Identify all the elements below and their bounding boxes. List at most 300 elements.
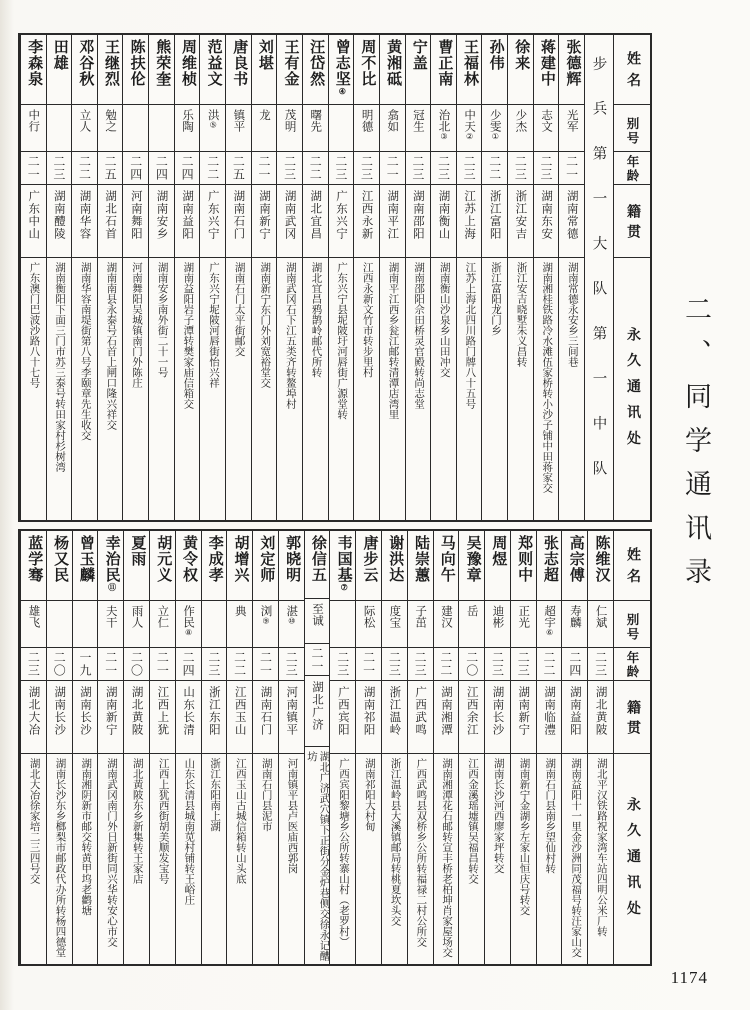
- person-age: 二三: [436, 155, 451, 181]
- person-address-cell: [72, 258, 97, 520]
- header-origin-label: 籍贯: [625, 700, 640, 741]
- person-column: [484, 531, 510, 964]
- person-age: 二三: [51, 155, 66, 181]
- person-column: [226, 531, 252, 964]
- person-alias: 志文: [540, 109, 553, 132]
- person-address-cell: [559, 258, 584, 520]
- person-age-cell: [150, 648, 175, 681]
- person-name: 黄令权: [180, 535, 197, 583]
- person-address: 湖南安乡南外街二十一号: [156, 262, 168, 378]
- person-column: [355, 531, 381, 964]
- header-age-cell: [614, 648, 650, 681]
- person-origin-cell: [537, 681, 562, 754]
- person-alias: 典: [233, 605, 246, 617]
- person-alias: 湛⑩: [285, 605, 298, 626]
- person-alias: 中天②: [463, 109, 476, 141]
- person-address: 江西上犹西街胡美顺发宝号: [157, 758, 169, 884]
- person-alias-cell: [124, 601, 149, 648]
- person-column: [20, 531, 46, 964]
- header-age-label: 年龄: [625, 651, 639, 679]
- person-address-cell: [253, 754, 278, 964]
- person-alias-cell: [354, 105, 379, 152]
- person-age-cell: [330, 648, 355, 681]
- person-alias-cell: [588, 601, 613, 648]
- person-alias: 岳: [465, 605, 478, 617]
- person-address: 湖南常德永安乡三间巷: [566, 262, 578, 367]
- person-alias: 洪⑤: [206, 109, 219, 130]
- person-name-cell: [149, 35, 174, 105]
- person-address-cell: [511, 754, 536, 964]
- person-name: 范益文: [205, 39, 222, 87]
- header-alias-cell: [614, 601, 650, 648]
- person-alias: 光军: [565, 109, 578, 132]
- person-name-cell: [21, 531, 46, 601]
- person-column: [381, 531, 407, 964]
- person-address: 湖南新宁东门外刘宽裕堂交: [259, 262, 271, 388]
- person-name-cell: [279, 531, 304, 601]
- person-column: [328, 35, 354, 520]
- person-name-cell: [562, 531, 587, 601]
- person-address: 河南镇平县卢医庙西郭岗: [286, 758, 298, 874]
- person-name-cell: [124, 531, 149, 601]
- person-address: 广西武鸣县双桥乡公所转福禄二村公所交: [415, 758, 427, 947]
- person-name-cell: [511, 531, 536, 601]
- person-alias-cell: [200, 105, 225, 152]
- person-alias-cell: [537, 601, 562, 648]
- person-age-cell: [588, 648, 613, 681]
- directory-table-bottom: [18, 529, 652, 966]
- person-alias-cell: [559, 105, 584, 152]
- person-address: 湖南石门县南乡望仙村转: [544, 758, 556, 874]
- person-name-cell: [202, 531, 227, 601]
- person-address: 湖南湘阴新市邮交转黄甲坞老鹳塘: [80, 758, 92, 916]
- person-age-cell: [227, 648, 252, 681]
- spine-section-title: 二、同学通讯录: [681, 295, 711, 602]
- person-origin: 河南镇平: [285, 686, 298, 736]
- person-name: 周煜: [490, 535, 507, 567]
- person-name: 吴豫章: [464, 535, 481, 583]
- person-name: 陆崇蕙: [413, 535, 430, 583]
- person-column: [148, 35, 174, 520]
- person-alias-cell: [98, 105, 123, 152]
- person-address-cell: [459, 754, 484, 964]
- page-number: 1174: [670, 968, 708, 987]
- person-origin-cell: [380, 185, 405, 258]
- person-alias-cell: [457, 105, 482, 152]
- person-column: [536, 531, 562, 964]
- person-alias: 少雯①: [488, 109, 501, 141]
- person-age: 二三: [333, 155, 348, 181]
- person-age-cell: [21, 648, 46, 681]
- person-age: 二三: [410, 155, 425, 181]
- person-address-cell: [508, 258, 533, 520]
- person-address: 湖北平汉铁路祝家湾车站四明公米厂转: [595, 758, 607, 937]
- header-address-label: 永久通讯处: [625, 797, 640, 927]
- person-column: [405, 35, 431, 520]
- person-age: 二二: [308, 155, 323, 181]
- person-origin-cell: [176, 681, 201, 754]
- unit-label-column: [584, 35, 613, 520]
- person-name: 熊荣奎: [154, 39, 171, 87]
- person-origin: 广西武鸣: [414, 686, 427, 736]
- person-address: 湖北广济武穴镇下正街分金炉巷侧交徐永记醩坊: [306, 751, 330, 961]
- person-origin: 江苏上海: [463, 190, 476, 240]
- person-alias-cell: [406, 105, 431, 152]
- person-address: 湖南益阳岩子潭转樊家庙信箱交: [182, 262, 194, 409]
- person-alias-cell: [408, 601, 433, 648]
- person-age: 二二: [205, 155, 220, 181]
- person-column: [587, 531, 613, 964]
- person-age: 二四: [567, 651, 582, 677]
- person-address-cell: [226, 258, 251, 520]
- person-origin: 广西宾阳: [336, 686, 349, 736]
- person-age-cell: [73, 648, 98, 681]
- person-address: 江苏上海北四川路门牌八十五号: [464, 262, 476, 409]
- person-origin-cell: [47, 681, 72, 754]
- person-column: [149, 531, 175, 964]
- person-alias-cell: [508, 105, 533, 152]
- person-age-cell: [72, 152, 97, 185]
- person-age: 二〇: [129, 651, 144, 677]
- person-origin: 湖南湘潭: [439, 686, 452, 736]
- person-origin: 湖北石首: [104, 190, 117, 240]
- person-alias-cell: [534, 105, 559, 152]
- person-alias-cell: [434, 601, 459, 648]
- person-age-cell: [508, 152, 533, 185]
- person-age-cell: [175, 152, 200, 185]
- person-name: 曾玉麟: [77, 535, 94, 583]
- person-name: 王福林: [461, 39, 478, 87]
- person-alias: 镇平: [232, 109, 245, 132]
- person-name: 张志超: [541, 535, 558, 583]
- person-alias-cell: [330, 601, 355, 648]
- person-name: 曹正南: [436, 39, 453, 87]
- person-name: 王继烈: [103, 39, 120, 87]
- person-column: [252, 531, 278, 964]
- header-address-cell: [614, 258, 650, 520]
- person-alias-cell: [459, 601, 484, 648]
- person-name: 曾志坚④: [333, 39, 350, 96]
- person-address: 湖南新宁金湖乡左家山恒庆号转交: [518, 758, 530, 916]
- person-alias-cell: [21, 601, 46, 648]
- person-name-cell: [47, 35, 72, 105]
- header-name-label: 姓名: [625, 546, 640, 591]
- person-origin: 浙江安吉: [514, 190, 527, 240]
- header-alias-cell: [614, 105, 650, 152]
- person-alias: 雄飞: [27, 605, 40, 628]
- person-origin-cell: [408, 681, 433, 754]
- person-age: 二二: [487, 155, 502, 181]
- person-column: [199, 35, 225, 520]
- person-origin-cell: [277, 185, 302, 258]
- person-alias: 翕如: [386, 109, 399, 132]
- person-age: 二四: [128, 155, 143, 181]
- person-address-cell: [534, 258, 559, 520]
- person-name-cell: [226, 35, 251, 105]
- person-age-cell: [47, 648, 72, 681]
- person-name: 夏雨: [129, 535, 146, 567]
- person-alias: 子茁: [414, 605, 427, 628]
- person-alias: 仁斌: [594, 605, 607, 628]
- person-alias: 龙: [258, 109, 271, 121]
- person-origin: 湖南东安: [540, 190, 553, 240]
- person-alias: 立人: [78, 109, 91, 132]
- person-alias-cell: [356, 601, 381, 648]
- person-column: [97, 35, 123, 520]
- person-address: 广西宾阳黎塘乡公所转寨山村（老罗村）: [338, 758, 350, 947]
- person-alias-cell: [73, 601, 98, 648]
- person-name: 周不比: [359, 39, 376, 87]
- person-alias-cell: [176, 601, 201, 648]
- person-age: 二二: [542, 651, 557, 677]
- person-origin: 湖南石门: [232, 190, 245, 240]
- person-alias: 正光: [517, 605, 530, 628]
- person-origin: 湖南平江: [386, 190, 399, 240]
- person-column: [379, 35, 405, 520]
- person-column: [46, 35, 72, 520]
- person-alias: 立仁: [156, 605, 169, 628]
- person-name-cell: [176, 531, 201, 601]
- person-name-cell: [305, 531, 330, 599]
- person-alias-cell: [123, 105, 148, 152]
- person-address-cell: [354, 258, 379, 520]
- person-name: 黄湘砥: [385, 39, 402, 87]
- person-age-cell: [382, 648, 407, 681]
- person-origin: 江西上犹: [156, 686, 169, 736]
- person-alias-cell: [150, 601, 175, 648]
- person-alias-cell: [329, 105, 354, 152]
- person-name-cell: [98, 531, 123, 601]
- person-address-cell: [124, 754, 149, 964]
- person-name-cell: [150, 531, 175, 601]
- person-alias: 寿麟: [568, 605, 581, 628]
- person-alias: 勉之: [104, 109, 117, 132]
- person-alias-cell: [47, 601, 72, 648]
- person-column: [122, 35, 148, 520]
- person-age: 二一: [155, 651, 170, 677]
- person-name-cell: [72, 35, 97, 105]
- person-name-cell: [508, 35, 533, 105]
- person-address-cell: [330, 754, 355, 964]
- person-address: 湖南祁阳大村甸: [363, 758, 375, 832]
- person-alias: 夫干: [104, 605, 117, 628]
- person-origin: 湖南益阳: [568, 686, 581, 736]
- person-age: 二三: [26, 651, 41, 677]
- person-name-cell: [330, 531, 355, 601]
- person-age: 二一: [361, 651, 376, 677]
- person-age: 二四: [181, 651, 196, 677]
- unit-label: 步兵第一大队第一中队: [590, 55, 607, 506]
- person-address-cell: [227, 754, 252, 964]
- person-age-cell: [537, 648, 562, 681]
- header-address-label: 永久通讯处: [625, 327, 640, 457]
- person-address: 湖南湘潭花石邮转宣丰桥老柏坤肖家屋场交: [441, 758, 453, 958]
- person-age: 二三: [539, 155, 554, 181]
- person-address-cell: [305, 747, 330, 964]
- person-address-cell: [434, 754, 459, 964]
- person-address-cell: [176, 754, 201, 964]
- person-age: 一九: [77, 651, 92, 677]
- person-name: 李成孝: [206, 535, 223, 583]
- person-column: [558, 35, 584, 520]
- person-age-cell: [303, 152, 328, 185]
- person-name-cell: [559, 35, 584, 105]
- person-age: 二一: [310, 646, 325, 673]
- person-age: 二一: [26, 155, 41, 181]
- person-age: 二三: [282, 155, 297, 181]
- person-column: [72, 531, 98, 964]
- person-age: 二一: [256, 155, 271, 181]
- header-alias-label: 别号: [625, 612, 639, 642]
- person-address-cell: [21, 754, 46, 964]
- person-origin: 湖北黄陂: [130, 686, 143, 736]
- person-alias-cell: [72, 105, 97, 152]
- person-column: [123, 531, 149, 964]
- person-origin-cell: [124, 681, 149, 754]
- person-name: 韦国基⑦: [335, 535, 352, 592]
- person-column: [433, 531, 459, 964]
- person-name-cell: [253, 531, 278, 601]
- person-age: 二五: [231, 155, 246, 181]
- person-name-cell: [21, 35, 46, 105]
- person-alias-cell: [226, 105, 251, 152]
- person-name: 刘堪: [256, 39, 273, 71]
- person-origin-cell: [508, 185, 533, 258]
- person-origin: 湖南长沙: [79, 686, 92, 736]
- person-alias: 际松: [362, 605, 375, 628]
- person-age-cell: [434, 648, 459, 681]
- person-column: [353, 35, 379, 520]
- person-column: [20, 35, 46, 520]
- person-origin-cell: [202, 681, 227, 754]
- person-age-cell: [200, 152, 225, 185]
- person-name: 郑则中: [516, 535, 533, 583]
- person-age-cell: [123, 152, 148, 185]
- person-address-cell: [149, 258, 174, 520]
- person-alias: 超宇⑥: [543, 605, 556, 637]
- person-name-cell: [73, 531, 98, 601]
- person-age: 二三: [284, 651, 299, 677]
- person-address: 湖南益阳十一里金沙洲同茂福号转汪家山交: [570, 758, 582, 958]
- person-age: 二一: [258, 651, 273, 677]
- person-address-cell: [202, 754, 227, 964]
- person-address-cell: [562, 754, 587, 964]
- person-origin: 湖南新宁: [104, 686, 117, 736]
- person-column: [201, 531, 227, 964]
- header-origin-cell: [614, 681, 650, 754]
- person-name: 周维桢: [179, 39, 196, 87]
- person-alias-cell: [431, 105, 456, 152]
- person-name-cell: [431, 35, 456, 105]
- person-origin-cell: [588, 681, 613, 754]
- person-origin-cell: [434, 681, 459, 754]
- person-alias: 冠生: [411, 109, 424, 132]
- person-address: 湖南邵阳佘田桥灵官殿转尚志堂: [413, 262, 425, 409]
- person-origin-cell: [303, 185, 328, 258]
- person-address-cell: [175, 258, 200, 520]
- person-column: [97, 531, 123, 964]
- person-address-cell: [279, 754, 304, 964]
- person-age: 二二: [232, 651, 247, 677]
- person-address: 江西永新文竹市转步里村: [361, 262, 373, 378]
- person-name: 徐信五: [309, 535, 326, 583]
- person-name-cell: [303, 35, 328, 105]
- person-alias: 中行: [27, 109, 40, 132]
- person-column: [456, 35, 482, 520]
- header-column: [613, 531, 650, 964]
- person-name-cell: [537, 531, 562, 601]
- person-address: 河南舞阳吴城镇南门外陈庄: [131, 262, 143, 388]
- person-age: 二一: [103, 651, 118, 677]
- person-age-cell: [408, 648, 433, 681]
- person-alias: 浏⑨: [259, 605, 272, 626]
- person-origin-cell: [305, 676, 330, 747]
- person-name: 胡元义: [155, 535, 172, 583]
- person-age-cell: [511, 648, 536, 681]
- person-age-cell: [252, 152, 277, 185]
- person-alias: 明德: [360, 109, 373, 132]
- person-address-cell: [98, 754, 123, 964]
- person-alias-cell: [252, 105, 277, 152]
- person-age: 二〇: [464, 651, 479, 677]
- header-address-cell: [614, 754, 650, 964]
- person-origin-cell: [279, 681, 304, 754]
- person-column: [329, 531, 355, 964]
- person-origin: 广东兴宁: [334, 190, 347, 240]
- header-age-label: 年龄: [625, 155, 639, 183]
- person-address: 浙江富阳龙门乡: [490, 262, 501, 336]
- person-alias-cell: [382, 601, 407, 648]
- person-name-cell: [47, 531, 72, 601]
- person-address-cell: [73, 754, 98, 964]
- person-name: 郭晓明: [284, 535, 301, 583]
- person-address: 湖南湘桂铁路冷水滩伍家桥转小沙子铺中田蒋家交: [541, 262, 553, 493]
- person-address: 湖南长沙东乡榔梨市邮政代办所转杨四德堂: [54, 758, 66, 958]
- person-address: 山东长清县城南苋村铺转王峪庄: [183, 758, 195, 905]
- person-address-cell: [457, 258, 482, 520]
- person-origin-cell: [482, 185, 507, 258]
- person-alias-cell: [482, 105, 507, 152]
- person-origin-cell: [227, 681, 252, 754]
- person-name: 孙伟: [487, 39, 504, 71]
- person-address-cell: [380, 258, 405, 520]
- person-name: 陈扶伦: [128, 39, 145, 87]
- person-origin-cell: [72, 185, 97, 258]
- person-name-cell: [459, 531, 484, 601]
- person-name: 蒋建中: [538, 39, 555, 87]
- person-age-cell: [277, 152, 302, 185]
- person-age: 二四: [154, 155, 169, 181]
- person-origin: 湖南长沙: [491, 686, 504, 736]
- person-age: 二〇: [52, 651, 67, 677]
- person-age: 二三: [387, 651, 402, 677]
- person-name: 李森泉: [26, 39, 43, 87]
- person-address-cell: [47, 754, 72, 964]
- person-column: [533, 35, 559, 520]
- person-address: 湖南石门太平街邮交: [233, 262, 245, 357]
- person-column: [304, 531, 330, 964]
- person-age: 二三: [516, 651, 531, 677]
- person-origin: 湖北广济: [311, 681, 324, 732]
- person-alias-cell: [277, 105, 302, 152]
- person-alias-cell: [305, 599, 330, 645]
- person-origin-cell: [330, 681, 355, 754]
- person-origin: 江西玉山: [233, 686, 246, 736]
- person-age-cell: [406, 152, 431, 185]
- person-origin-cell: [559, 185, 584, 258]
- person-address: 湖北黄陂东乡新集转王家店: [131, 758, 143, 884]
- person-name: 唐良书: [231, 39, 248, 87]
